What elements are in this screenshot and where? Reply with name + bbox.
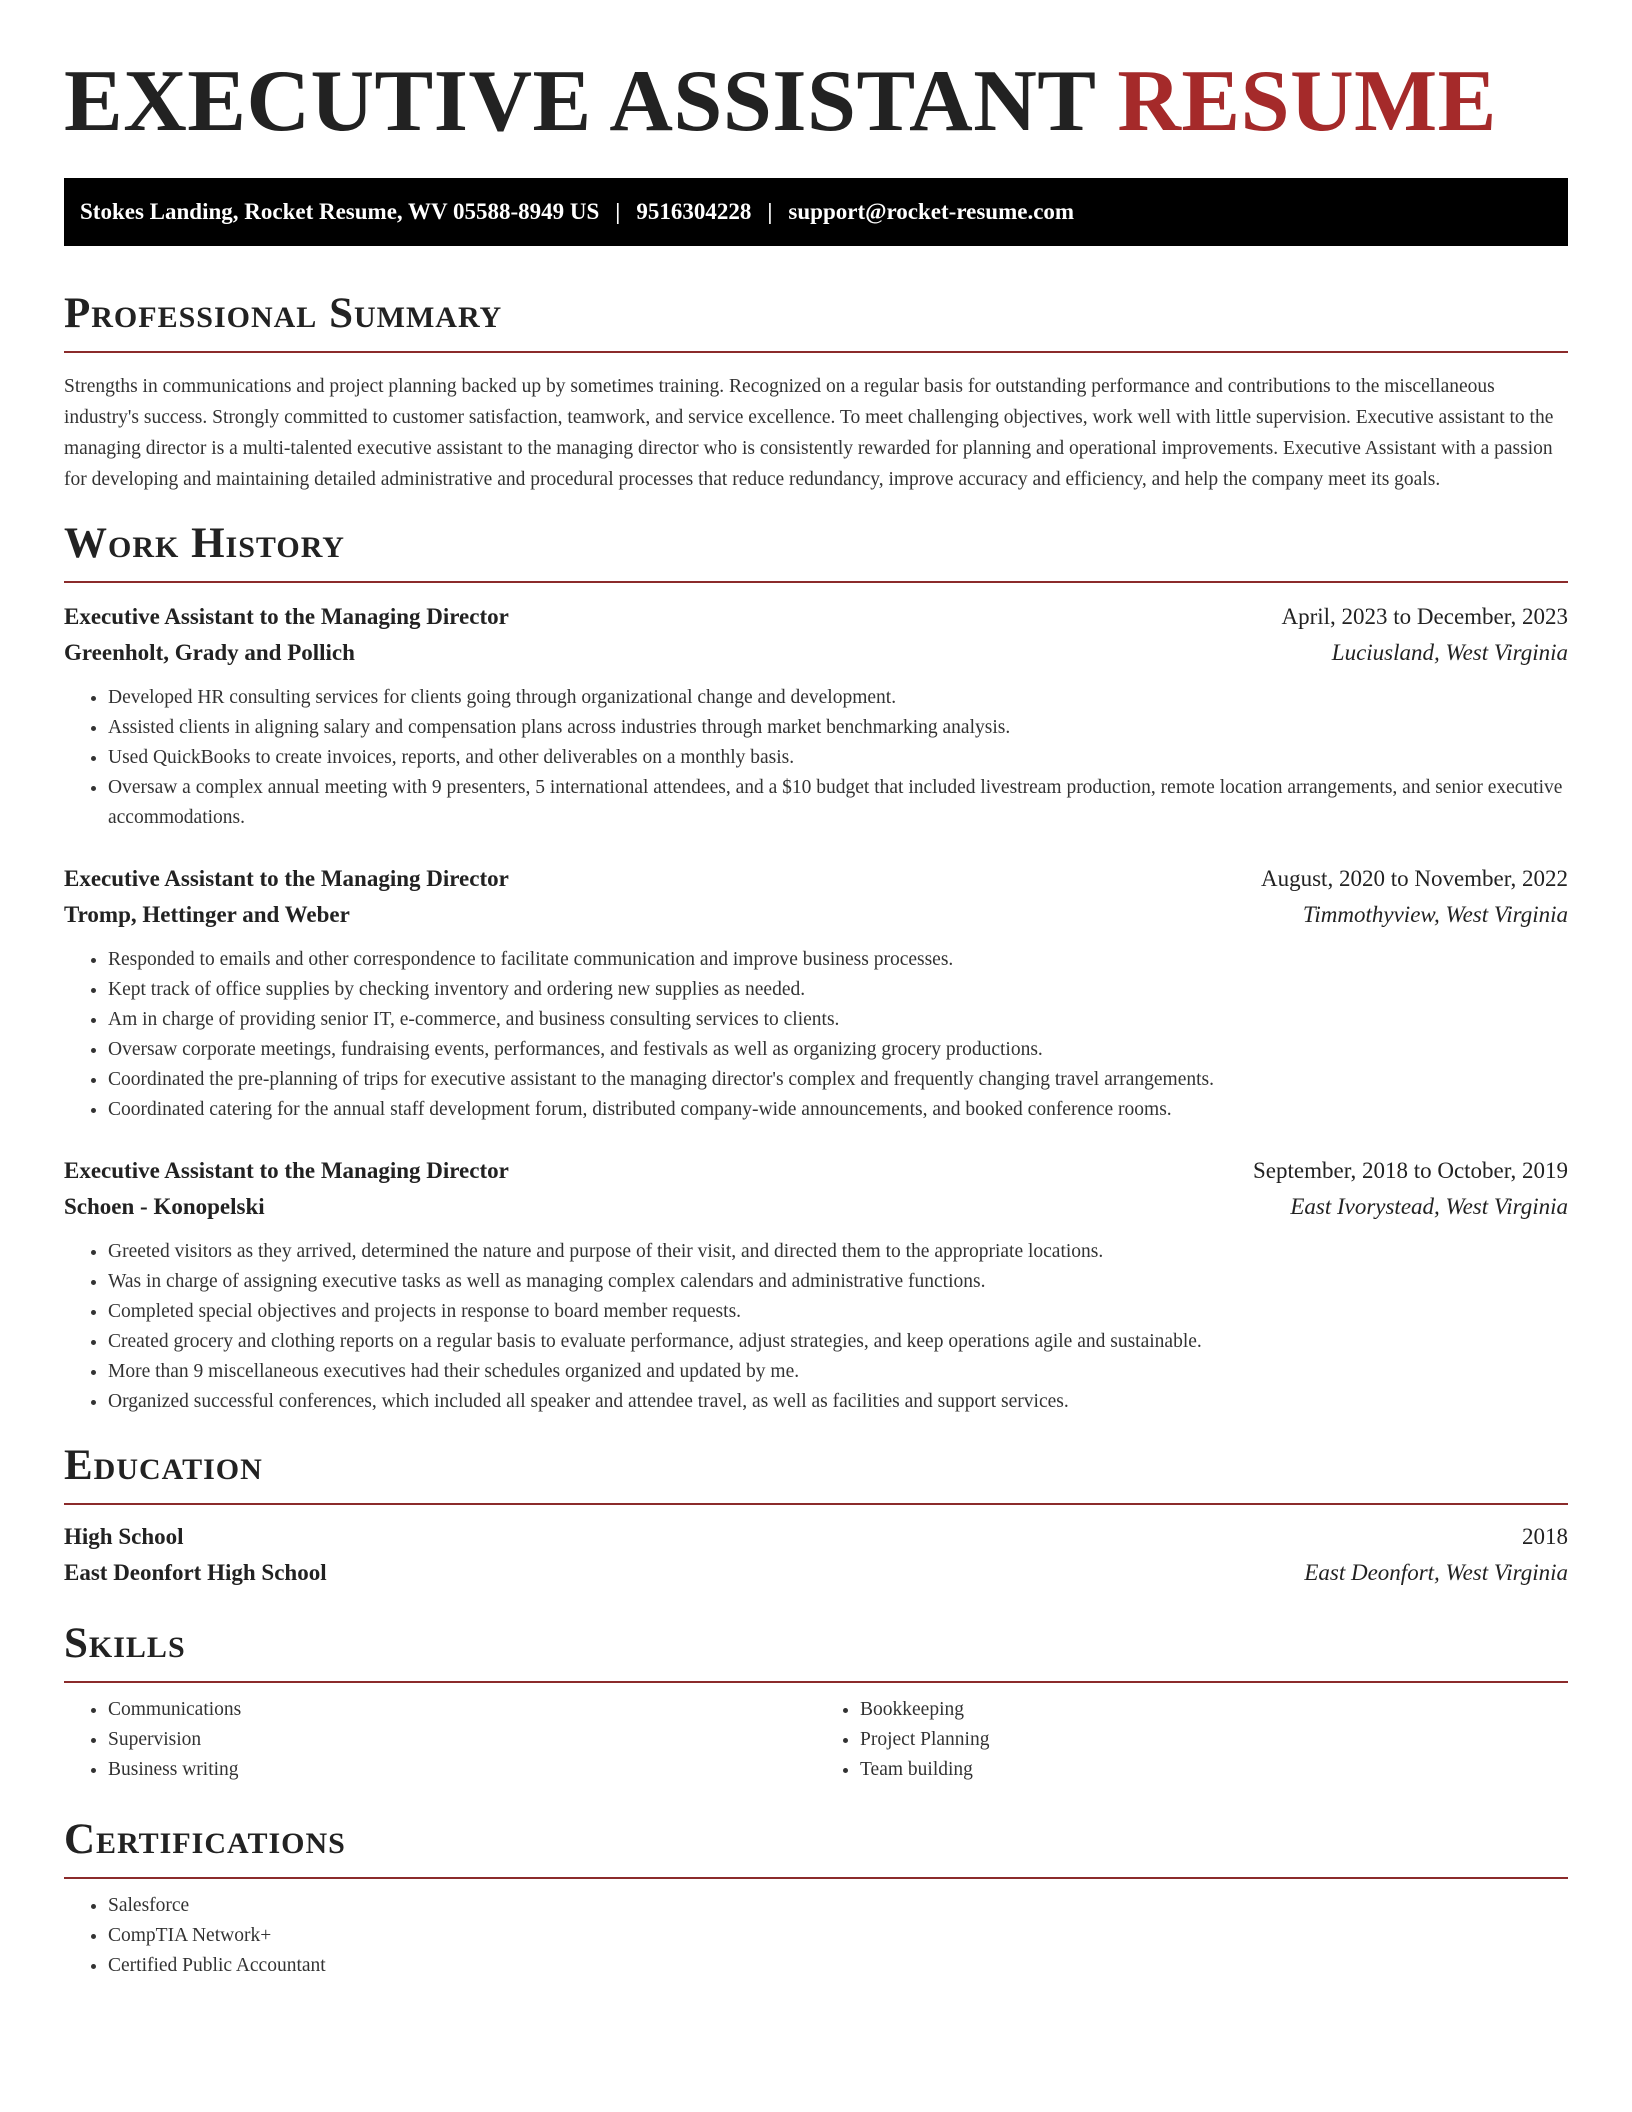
job-bullet: • Used QuickBooks to create invoices, reports, and other deliverables on a monthly basis. xyxy=(108,743,1568,773)
skill-item: • Supervision xyxy=(108,1725,816,1755)
job-dates: September, 2018 to October, 2019 xyxy=(1253,1158,1568,1183)
work-history-section xyxy=(64,519,1568,1417)
certification-item: • CompTIA Network+ xyxy=(108,1921,1568,1951)
education-year: 2018 xyxy=(1522,1524,1568,1549)
section-divider xyxy=(64,581,1568,583)
summary-section xyxy=(64,289,1568,495)
contact-separator: | xyxy=(767,199,773,224)
summary-text: Strengths in communications and project planning backed up by sometimes training. Recognized on a regular basis for outstanding performance and contributions to the miscellaneous industry's success. Strongly committed to customer satisfaction, teamwork, and service excellence. To meet challenging objectives, work well with little supervision. Executive assistant to the managing director is a multi-talented executive assistant to the managing director who is consistently rewarded for planning and operational improvements. Executive Assistant with a passion for developing and maintaining detailed administrative and procedural processes that reduce redundancy, improve accuracy and efficiency, and help the company meet its goals. xyxy=(64,376,1554,490)
skill-item: • Business writing xyxy=(108,1755,816,1785)
section-divider xyxy=(64,1681,1568,1683)
title-main: EXECUTIVE ASSISTANT xyxy=(64,53,1095,150)
job-bullet: • Oversaw a complex annual meeting with 9 presenters, 5 international attendees, and a $10 budget that included livestream production, remote location arrangements, and senior executive accommodations. xyxy=(108,773,1568,833)
job-bullet: • More than 9 miscellaneous executives had their schedules organized and updated by me. xyxy=(108,1357,1568,1387)
job-location: Timmothyview, West Virginia xyxy=(1302,902,1568,927)
resume-title xyxy=(64,52,1568,152)
job-entry xyxy=(64,599,1568,833)
job-dates: August, 2020 to November, 2022 xyxy=(1261,866,1568,891)
skills-heading: Skills xyxy=(64,1620,186,1667)
certifications-section xyxy=(64,1815,1568,1981)
section-divider xyxy=(64,1877,1568,1879)
title-accent: RESUME xyxy=(1117,53,1497,150)
contact-bar xyxy=(64,178,1568,246)
job-company: Greenholt, Grady and Pollich xyxy=(64,640,355,665)
contact-phone: 9516304228 xyxy=(636,199,752,224)
job-bullet: • Organized successful conferences, which included all speaker and attendee travel, as well as facilities and support services. xyxy=(108,1387,1568,1417)
job-bullets xyxy=(64,683,1568,833)
education-section xyxy=(64,1441,1568,1591)
job-list xyxy=(64,599,1568,1417)
job-bullet: • Completed special objectives and projects in response to board member requests. xyxy=(108,1297,1568,1327)
job-entry xyxy=(64,1153,1568,1417)
work-history-heading: Work History xyxy=(64,520,345,567)
job-location: East Ivorystead, West Virginia xyxy=(1290,1194,1568,1219)
education-degree: High School xyxy=(64,1524,184,1549)
job-bullet: • Greeted visitors as they arrived, determined the nature and purpose of their visit, and directed them to the appropriate locations. xyxy=(108,1237,1568,1267)
education-school: East Deonfort High School xyxy=(64,1560,327,1585)
section-divider xyxy=(64,1503,1568,1505)
job-bullet: • Coordinated catering for the annual staff development forum, distributed company-wide announcements, and booked conference rooms. xyxy=(108,1095,1568,1125)
job-bullet: • Was in charge of assigning executive tasks as well as managing complex calendars and administrative functions. xyxy=(108,1267,1568,1297)
certifications-list xyxy=(64,1891,1568,1981)
job-bullet: • Coordinated the pre-planning of trips for executive assistant to the managing director's complex and frequently changing travel arrangements. xyxy=(108,1065,1568,1095)
skill-item: • Team building xyxy=(860,1755,1568,1785)
job-title: Executive Assistant to the Managing Director xyxy=(64,604,509,629)
skills-list-right xyxy=(816,1695,1568,1785)
job-bullets xyxy=(64,945,1568,1125)
certification-item: • Certified Public Accountant xyxy=(108,1951,1568,1981)
certification-item: • Salesforce xyxy=(108,1891,1568,1921)
skills-grid xyxy=(64,1695,1568,1785)
contact-email: support@rocket-resume.com xyxy=(788,199,1075,224)
job-dates: April, 2023 to December, 2023 xyxy=(1281,604,1568,629)
job-title: Executive Assistant to the Managing Director xyxy=(64,866,509,891)
job-bullets xyxy=(64,1237,1568,1417)
job-bullet: • Developed HR consulting services for clients going through organizational change and development. xyxy=(108,683,1568,713)
job-bullet: • Oversaw corporate meetings, fundraising events, performances, and festivals as well as organizing grocery productions. xyxy=(108,1035,1568,1065)
section-divider xyxy=(64,351,1568,353)
skills-section xyxy=(64,1619,1568,1785)
job-bullet: • Am in charge of providing senior IT, e-commerce, and business consulting services to clients. xyxy=(108,1005,1568,1035)
skill-item: • Communications xyxy=(108,1695,816,1725)
summary-heading: Professional Summary xyxy=(64,290,503,337)
job-location: Luciusland, West Virginia xyxy=(1331,640,1568,665)
job-bullet: • Kept track of office supplies by checking inventory and ordering new supplies as needed. xyxy=(108,975,1568,1005)
contact-separator: | xyxy=(615,199,621,224)
skills-list-left xyxy=(64,1695,816,1785)
contact-address: Stokes Landing, Rocket Resume, WV 05588-8949 US xyxy=(80,199,600,224)
job-company: Tromp, Hettinger and Weber xyxy=(64,902,350,927)
education-heading: Education xyxy=(64,1442,263,1489)
education-location: East Deonfort, West Virginia xyxy=(1304,1560,1568,1585)
job-company: Schoen - Konopelski xyxy=(64,1194,265,1219)
skill-item: • Bookkeeping xyxy=(860,1695,1568,1725)
certifications-heading: Certifications xyxy=(64,1816,346,1863)
job-bullet: • Created grocery and clothing reports on a regular basis to evaluate performance, adjust strategies, and keep operations agile and sustainable. xyxy=(108,1327,1568,1357)
job-bullet: • Assisted clients in aligning salary and compensation plans across industries through market benchmarking analysis. xyxy=(108,713,1568,743)
job-title: Executive Assistant to the Managing Director xyxy=(64,1158,509,1183)
skill-item: • Project Planning xyxy=(860,1725,1568,1755)
education-entry xyxy=(64,1519,1568,1591)
job-bullet: • Responded to emails and other correspondence to facilitate communication and improve business processes. xyxy=(108,945,1568,975)
job-entry xyxy=(64,861,1568,1125)
